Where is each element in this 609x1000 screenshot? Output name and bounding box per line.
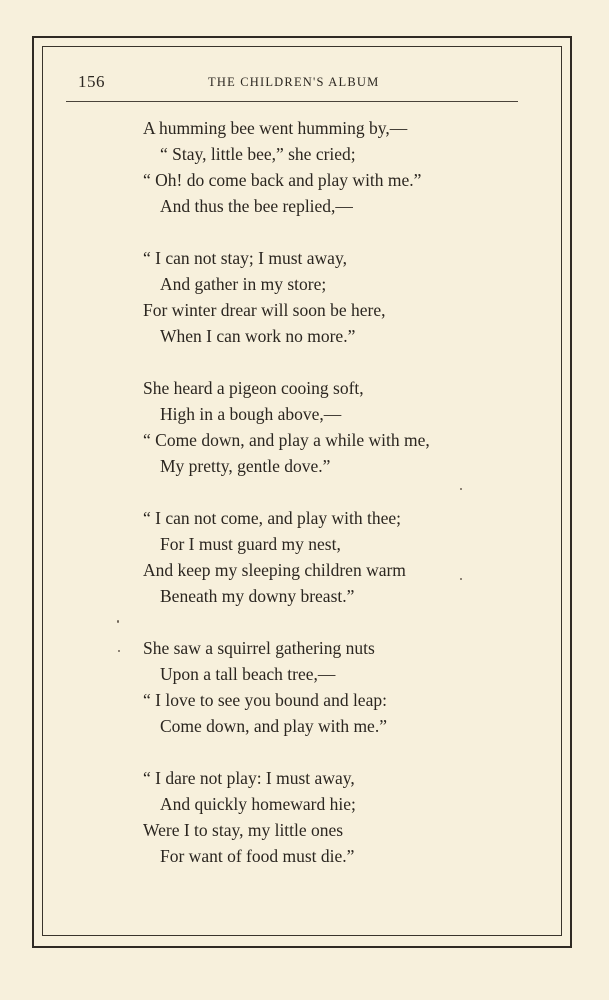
poem-line: High in a bough above,— — [160, 404, 342, 424]
poem-line: “ Stay, little bee,” she cried; — [160, 144, 356, 164]
poem-line: When I can work no more.” — [160, 326, 356, 346]
poem-line: “ I can not come, and play with thee; — [143, 508, 402, 528]
poem — [143, 115, 523, 895]
stanza — [143, 375, 523, 479]
running-head-title: THE CHILDREN'S ALBUM — [208, 75, 380, 89]
stanza — [143, 635, 523, 739]
ink-speck — [117, 620, 119, 623]
poem-line: And thus the bee replied,— — [160, 196, 353, 216]
poem-line: She heard a pigeon cooing soft, — [143, 378, 364, 398]
header-rule — [66, 101, 518, 102]
poem-line: For winter drear will soon be here, — [143, 300, 386, 320]
ink-speck — [460, 578, 462, 580]
poem-line: “ I can not stay; I must away, — [143, 248, 347, 268]
poem-line: “ I dare not play: I must away, — [143, 768, 355, 788]
poem-line: Were I to stay, my little ones — [143, 820, 344, 840]
poem-line: For I must guard my nest, — [160, 534, 341, 554]
poem-line: And keep my sleeping children warm — [143, 560, 406, 580]
page-number: 156 — [78, 72, 105, 91]
stanza — [143, 245, 523, 349]
stanza — [143, 505, 523, 609]
poem-line: And quickly homeward hie; — [160, 794, 356, 814]
stanza — [143, 765, 523, 869]
poem-line: “ Oh! do come back and play with me.” — [143, 170, 422, 190]
poem-line: “ Come down, and play a while with me, — [143, 430, 430, 450]
poem-line: For want of food must die.” — [160, 846, 355, 866]
poem-line: And gather in my store; — [160, 274, 327, 294]
poem-line: Upon a tall beach tree,— — [160, 664, 336, 684]
poem-line: A humming bee went humming by,— — [143, 118, 408, 138]
poem-line: My pretty, gentle dove.” — [160, 456, 331, 476]
ink-speck — [460, 488, 462, 490]
poem-line: She saw a squirrel gathering nuts — [143, 638, 375, 658]
poem-line: Beneath my downy breast.” — [160, 586, 355, 606]
poem-line: “ I love to see you bound and leap: — [143, 690, 387, 710]
ink-speck — [118, 650, 120, 652]
poem-line: Come down, and play with me.” — [160, 716, 387, 736]
stanza — [143, 115, 523, 219]
running-head — [78, 72, 526, 96]
